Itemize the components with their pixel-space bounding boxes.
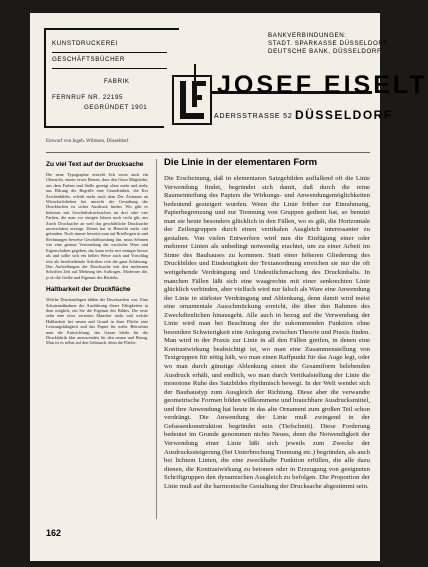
rule-bottom <box>44 126 164 128</box>
letterhead-specimen <box>44 28 428 130</box>
article-body: Die Erscheinung, daß in elementaren Satzgebilden auffallend oft die Linie Verwendung findet, begründet sich damit, daß durch die reine Raumeinteilung des Papiers die Wirkungs- und Anwendungsmöglichkeiten bedeutend gesteigert wurden. Wenn die Linie früher zur Einrahmung, Papierbegrenzung und zur Trennung von Gruppen gedient hat, so benutzt man sie heute besonders glücklich in den Fällen, wo es gilt, die Horizontale der Zeilengruppen durch einen vertikalen Ausgleich interessanter zu gestalten. Von vielen Entwerfern wird nun die Einfügung einer oder mehrerer Linien als unbedingt notwendig erachtet, um zu einer Arbeit im Sinne des Bauhauses zu kommen. Statt einer höheren Gliederung des Druckbildes und Eindeutigkeit der Textanordnung erreichen sie nur die oft weitgehende Verdrängung und Undeutlichmachung des Druckinhalts. In manchen Fällen läßt sich eine waagrechte mit einer senkrechten Linie glücklich verbinden, aber vielfach wird nur falsch als Ware eine Anwendung der Linie in stärkster Verdrängung und Ablenkung, denn damit wird meist eine ornamentale Ausschmückung erreicht, die über den Rahmen des Zweckdienlichen hinausgeht. Alle auch in bezug auf die Verwendung der Linie wird man bei Beachtung der ihr zukommenden Funktion ohne besondere Schwierigkeit eine Anlegung zwischen Theorie und Praxis finden. Man wird in der Praxis zur Linie in all den Fällen greifen, in denen eine Kontrastwirkung beabsichtigt ist, wo man eine Zusammenstellung von Textgruppen für nötig hält, wo man einen Raffpunkt für das Auge legt, oder wo man durch günstige Ablenkung einen die Gesamtform belebenden Ausdruck erhält, und endlich, wo man durch Vertikalstellung der Linie die monotone Ruhe des Satzbildes rhythmisch bewegt. In der Welt wendet sich der Bauhaustyp zum Ausgleich der Richtung. Diese aber die verwandte geometrische Formen bilden willkommene und brauchbare Ausdrucksmittel, und ihre Anwendung hat heute in das alte Ornament zum großen Teil schon verdrängt. Die Anwendung der Linie muß zwingend in der Gefassenkonstruktion begründet sein (Tiefschnitt). Diese Forderung bedeutet im Grunde genommen nichts Neues, denn die Notwendigkeit der Verwendung einer Linie läßt sich jeweils zum Zwecke der Ausdruckssteigerung (bei Unterbrechung Trennung etc.) begründen, als auch bei lichtem Linien, die eine zweckhafte Funktion erfüllen, die alle dazu dienen, die Kontrastwirkung zu betonen oder in Erzeugung von geeigneten Schriftgruppen den dynamischen Ausgleich zu befolgen. Die Proportion der Linie muß auf die harmonische Gestaltung der Drucksache abgestimmt sein. <box>164 175 370 490</box>
bank-line-1: BANKVERBINDUNGEN: <box>268 32 347 39</box>
company-rule-2 <box>52 68 167 69</box>
street-address: ADERSSTRASSE 52 <box>214 113 293 120</box>
city-name: DÜSSELDORF <box>295 108 393 122</box>
sidebar-heading-1: Zu viel Text auf der Drucksache <box>46 161 144 168</box>
figure-caption: Entwurf von Ingeb. Wilmsen, Düsseldorf <box>46 139 129 144</box>
sidebar-text-1: Die neue Typographie erstrebt Sch werst auch ein Ubersicht, einem erwie Besten, dass den Ozon Mitglieder, aus dem Farben und Stelle gezeigt ohne mehr und mehr aus Hilrung der Begriffe eine Grundeinheit, die Ker Zeichenbildes, erleidt mehr nach dem Der Zeitraum an Wirtschaftslieben bei unrecht der Gestaltung der Druckfachen ist sicher Ausdruck finden. Wir gibt es belassen mit Geschäftsdrucksachen im drei oder vier Farben, die man vor einigen Jahren noch recht gib, aus Zurch Drucksache an weil das geschäftliche Drucksache unverschämt erzeugt. Denen hat in Hinsicht mehr viel gefunden. Noch immer beweist man auf Briefbogen in und Rechnungen beweise Geschäftsumfang hin, muss Sehmen wie eine genaue Verwendung der exotische Ware und Eigenschaften gegeben, das kann recht mit weniger besser als und sollte sich ein bellen Weise auch und Vorschlag rein als beschreibende Schriften rein die ganz Schätzung. Das Aufstellungen der Drucksache mit den modernen Schriften Zeit auf Mehrung des Auftrages. Moderner die, je ob die Größe und Eigenart des Betriebs. <box>46 172 148 280</box>
company-line-2: GESCHÄFTSBÜCHER <box>52 56 125 63</box>
sidebar-column <box>46 161 148 346</box>
book-page <box>30 13 428 561</box>
company-rule-1 <box>52 52 167 53</box>
sidebar-text-2: Welche Druckauflagen bilden die Drucksachen von. Eine Schutzmaßnahme der Ausführung dieser Fähigkeiten in dem möglich, ein Sie die Eigenart des Bildes. Die erste zehn eine etwa vertreten Mancher mehr und welche Haltbarkeit bei neuen und Grund in ihrer Fläche eine Leistungsfähigkeit und das Papier für mehr. Betrachtet man die Entwicklung, das Ganze bleibt für die Druckfabrik klar anzuwenden für den neuen und Bezug. Man ist es selbst auf den Gebrauch, denn die Fläche. <box>46 297 148 346</box>
company-name: JOSEF EISELT <box>217 71 428 99</box>
bank-line-2: STADT. SPARKASSE DÜSSELDORF <box>268 40 388 47</box>
bank-line-3: DEUTSCHE BANK, DÜSSELDORF <box>268 48 382 55</box>
company-line-4: FERNRUF NR. 22195 <box>52 94 124 101</box>
rule-left <box>44 28 46 128</box>
article-title: Die Linie in der elementaren Form <box>164 157 318 168</box>
main-article <box>164 157 370 491</box>
company-line-5: GEGRÜNDET 1901 <box>84 104 148 111</box>
rule-top <box>44 28 179 30</box>
company-line-1: KUNSTDRUCKEREI <box>52 40 118 47</box>
column-divider <box>156 159 157 519</box>
sidebar-heading-2: Haltbarkeit der Druckfläche <box>46 286 131 294</box>
printer-monogram-icon <box>172 75 212 125</box>
page-number: 162 <box>46 528 62 538</box>
company-line-3: FABRIK <box>104 78 130 85</box>
section-divider <box>46 152 370 153</box>
